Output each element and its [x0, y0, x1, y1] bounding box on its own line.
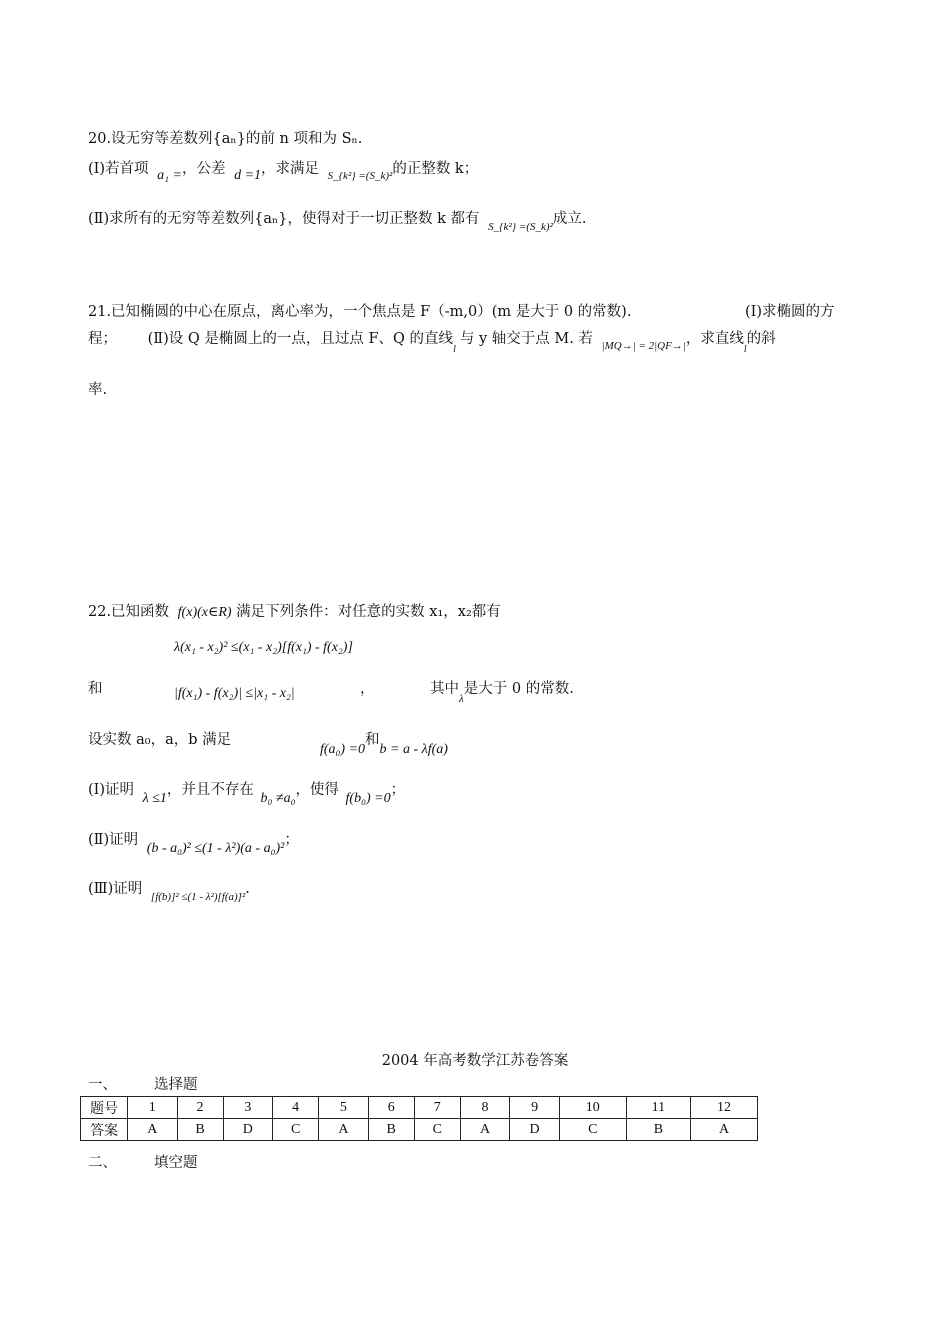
q22-part1-eq3: f(b₀) =0 — [345, 791, 391, 806]
q21-line1-right: (Ⅰ)求椭圆的方 — [745, 304, 835, 320]
row-answer-label: 答案 — [81, 1119, 128, 1141]
table-cell: 7 — [414, 1097, 460, 1119]
q22-part2-suffix: ； — [284, 832, 299, 848]
q22-part1 — [88, 778, 406, 806]
q21-line2-e: 的斜 — [746, 331, 776, 347]
q22-setup-and: 和 — [365, 732, 380, 748]
q20-part1 — [88, 157, 479, 183]
answer-table — [80, 1096, 758, 1141]
q22-setup-eq1: f(a₀) =0 — [320, 742, 366, 757]
q22-where-suffix: 是大于 0 的常数. — [463, 681, 574, 697]
q22-part1-prefix: (Ⅰ)证明 — [88, 782, 135, 798]
q22-where — [430, 677, 574, 705]
table-cell: C — [414, 1119, 460, 1141]
table-cell: 6 — [368, 1097, 414, 1119]
q20-part2 — [88, 207, 587, 233]
table-cell: B — [368, 1119, 414, 1141]
q22-part1-eq: λ ≤1 — [142, 791, 167, 806]
table-cell: A — [128, 1119, 178, 1141]
q22-part3-suffix: . — [245, 881, 250, 897]
q20-a1-formula: a₁ = — [157, 168, 182, 183]
table-row-answers — [81, 1119, 758, 1141]
q21-line2-d: ，求直线 — [685, 331, 744, 347]
table-cell: 2 — [177, 1097, 223, 1119]
q21-line-l2: l — [743, 344, 747, 355]
section2-label: 填空题 — [154, 1155, 198, 1171]
q22-setup-eqs — [320, 728, 448, 757]
answers-title: 2004 年高考数学江苏卷答案 — [381, 1053, 569, 1069]
q22-stem — [88, 600, 501, 621]
section2-number: 二、 — [88, 1155, 117, 1171]
q22-condition1: λ(x₁ - x₂)² ≤(x₁ - x₂)[f(x₁) - f(x₂)] — [174, 640, 353, 655]
table-cell: C — [559, 1119, 626, 1141]
q20-part1-equation: S_{k²} =(S_k)² — [327, 170, 393, 182]
section1-number: 一、 — [88, 1077, 117, 1093]
table-cell: 5 — [319, 1097, 369, 1119]
q21-vector-equation: |MQ→| = 2|QF→| — [601, 340, 686, 352]
q20-part1-mid2: ，求满足 — [261, 161, 320, 177]
q22-stem-prefix: 22.已知函数 — [88, 604, 170, 620]
table-cell: A — [319, 1119, 369, 1141]
q22-setup-prefix: 设实数 a₀，a，b 满足 — [88, 732, 232, 748]
table-cell: 9 — [510, 1097, 560, 1119]
table-cell: 8 — [460, 1097, 510, 1119]
q22-comma: ， — [360, 681, 375, 697]
q21-line-l1: l — [453, 344, 456, 355]
table-cell: D — [223, 1119, 273, 1141]
q22-where-prefix: 其中 — [430, 681, 459, 697]
q21-line1-left: 21.已知椭圆的中心在原点，离心率为，一个焦点是 F（-m,0）(m 是大于 0 的常数). — [88, 304, 632, 320]
q22-setup-eq2: b = a - λf(a) — [379, 742, 448, 757]
q22-part2-prefix: (Ⅱ)证明 — [88, 832, 139, 848]
table-cell: B — [626, 1119, 690, 1141]
q22-part2-eq: (b - a₀)² ≤(1 - λ²)(a - a₀)² — [146, 841, 285, 856]
q21-line2-c: 与 y 轴交于点 M. 若 — [459, 331, 593, 347]
q22-part3-prefix: (Ⅲ)证明 — [88, 881, 143, 897]
table-cell: 11 — [626, 1097, 690, 1119]
q22-part3-eq: [f(b)]² ≤(1 - λ²)[f(a)]² — [150, 891, 246, 903]
q22-part2 — [88, 828, 299, 856]
q21-line2 — [88, 327, 776, 355]
q20-part2-prefix: (Ⅱ)求所有的无穷等差数列{aₙ}，使得对于一切正整数 k 都有 — [88, 211, 480, 227]
q22-part1-suffix: ； — [390, 782, 406, 798]
table-cell: B — [177, 1119, 223, 1141]
q22-and: 和 — [88, 681, 103, 697]
table-cell: 10 — [559, 1097, 626, 1119]
table-cell: A — [691, 1119, 758, 1141]
table-cell: 12 — [691, 1097, 758, 1119]
q22-part1-eq2: b₀ ≠a₀ — [260, 791, 296, 806]
q21-line2-a: 程； — [88, 331, 117, 347]
table-cell: C — [273, 1119, 319, 1141]
q22-lambda: λ — [459, 693, 464, 705]
q21-line3: 率. — [88, 382, 108, 398]
q20-part2-equation: S_{k²} =(S_k)² — [488, 221, 553, 233]
q22-part1-mid: ，并且不存在 — [166, 782, 254, 798]
q20-stem: 20.设无穷等差数列{aₙ}的前 n 项和为 Sₙ. — [88, 131, 363, 147]
q21-line2-b: (Ⅱ)设 Q 是椭圆上的一点，且过点 F、Q 的直线 — [147, 331, 454, 347]
q20-d-formula: d =1 — [234, 168, 262, 183]
q22-part3 — [88, 877, 250, 903]
row-header-label: 题号 — [81, 1097, 128, 1119]
q22-condition2: |f(x₁) - f(x₂)| ≤|x₁ - x₂| — [174, 686, 295, 701]
q22-function: f(x)(x∈R) — [177, 605, 232, 620]
q22-part1-mid2: ，使得 — [295, 782, 339, 798]
q20-part1-suffix: 的正整数 k； — [392, 161, 479, 177]
table-cell: 4 — [273, 1097, 319, 1119]
q20-part1-mid: ，公差 — [181, 161, 226, 177]
table-cell: 3 — [223, 1097, 273, 1119]
q22-stem-suffix: 满足下列条件：对任意的实数 x₁，x₂都有 — [236, 604, 501, 620]
table-cell: A — [460, 1119, 510, 1141]
table-row-numbers — [81, 1097, 758, 1119]
q20-part2-suffix: 成立. — [552, 211, 587, 227]
table-cell: D — [510, 1119, 560, 1141]
section1-label: 选择题 — [154, 1077, 198, 1093]
q20-part1-prefix: (Ⅰ)若首项 — [88, 161, 149, 177]
table-cell: 1 — [128, 1097, 178, 1119]
